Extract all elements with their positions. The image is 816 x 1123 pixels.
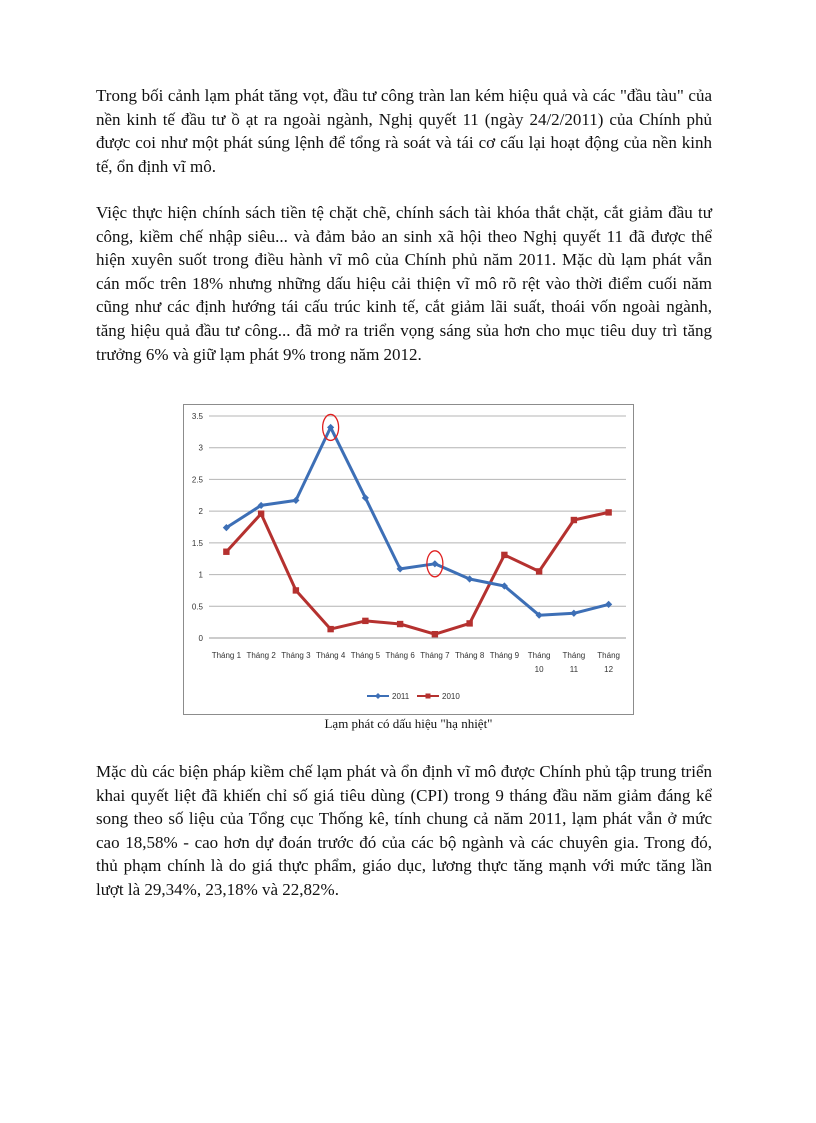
legend-label: 2011 xyxy=(392,692,410,701)
y-tick-label: 0.5 xyxy=(191,602,203,612)
x-tick-label: Tháng 5 xyxy=(350,651,381,660)
point-2010 xyxy=(258,510,264,516)
y-tick-label: 3 xyxy=(198,443,203,453)
policy-paragraph: Việc thực hiện chính sách tiền tệ chặt chẽ, chính sách tài khóa thắt chặt, cắt giảm đầu tư công, kiềm chế nhập siêu... và đảm bảo an sinh xã hội theo Nghị quyết 11 đã được thể hiện xuyên suốt trong điều hành vĩ mô của Chính phủ năm 2011. Mặc dù lạm phát vẫn cán mốc trên 18% nhưng những dấu hiệu cải thiện vĩ mô rõ rệt vào thời điểm cuối năm cũng như các định hướng tái cấu trúc kinh tế, cắt giảm lãi suất, thoái vốn ngoài ngành, tăng hiệu quả đầu tư công... đã mở ra triển vọng sáng sủa hơn cho mục tiêu duy trì tăng trưởng 6% và giữ lạm phát 9% trong năm 2012. xyxy=(96,203,712,364)
chart-caption: Lạm phát có dấu hiệu "hạ nhiệt" xyxy=(324,716,493,731)
point-2010 xyxy=(501,552,507,558)
cpi-paragraph: Mặc dù các biện pháp kiềm chế lạm phát và ổn định vĩ mô được Chính phủ tập trung triển khai quyết liệt đã khiến chỉ số giá tiêu dùng (CPI) trong 9 tháng đầu năm giảm đáng kể song theo số liệu của Tổng cục Thống kê, tính chung cả năm 2011, lạm phát vẫn ở mức cao 18,58% - cao hơn dự đoán trước đó của các bộ ngành và các chuyên gia. Trong đó, thủ phạm chính là do giá thực phẩm, giáo dục, lương thực tăng mạnh với mức tăng lần lượt là 29,34%, 23,18% và 22,82%. xyxy=(96,762,712,899)
y-tick-label: 1.5 xyxy=(191,538,203,548)
x-tick-label: 11 xyxy=(569,665,579,674)
point-2010 xyxy=(605,509,611,515)
inflation-line-chart xyxy=(184,405,633,714)
point-2010 xyxy=(223,549,229,555)
x-tick-label: Tháng xyxy=(562,651,586,660)
inflation-chart xyxy=(183,404,634,715)
point-2010 xyxy=(466,620,472,626)
legend-marker xyxy=(426,694,431,699)
point-2010 xyxy=(536,568,542,574)
y-tick-label: 0 xyxy=(198,634,203,643)
y-tick-label: 3.5 xyxy=(191,412,203,421)
x-tick-label: Tháng xyxy=(527,651,551,660)
point-2010 xyxy=(327,626,333,632)
x-tick-label: Tháng 3 xyxy=(281,651,311,660)
x-tick-label: Tháng xyxy=(597,651,620,660)
y-tick-label: 2.5 xyxy=(191,475,203,485)
legend-marker xyxy=(375,693,381,699)
y-tick-label: 2 xyxy=(198,507,203,517)
x-tick-label: 10 xyxy=(534,665,544,674)
x-tick-label: Tháng 2 xyxy=(246,651,276,660)
y-tick-label: 1 xyxy=(198,570,203,580)
point-2010 xyxy=(362,618,368,624)
x-tick-label: Tháng 6 xyxy=(385,651,415,660)
intro-paragraph: Trong bối cảnh lạm phát tăng vọt, đầu tư công tràn lan kém hiệu quả và các "đầu tàu" của nền kinh tế đầu tư ồ ạt ra ngoài ngành, Nghị quyết 11 (ngày 24/2/2011) của Chính phủ được coi như một phát súng lệnh để tổng rà soát và tái cơ cấu lại hoạt động của nền kinh tế, ổn định vĩ mô. xyxy=(96,86,712,176)
point-2010 xyxy=(571,517,577,523)
point-2010 xyxy=(432,631,438,637)
x-tick-label: 12 xyxy=(604,665,614,674)
point-2011 xyxy=(605,601,612,608)
point-2010 xyxy=(397,621,403,627)
x-tick-label: Tháng 8 xyxy=(454,651,485,660)
series-line-2011 xyxy=(226,427,608,615)
legend-label: 2010 xyxy=(442,692,460,701)
x-tick-label: Tháng 9 xyxy=(489,651,520,660)
x-tick-label: Tháng 7 xyxy=(420,651,450,660)
x-tick-label: Tháng 4 xyxy=(315,651,346,660)
point-2011 xyxy=(570,610,577,617)
x-tick-label: Tháng 1 xyxy=(211,651,242,660)
point-2010 xyxy=(293,587,299,593)
